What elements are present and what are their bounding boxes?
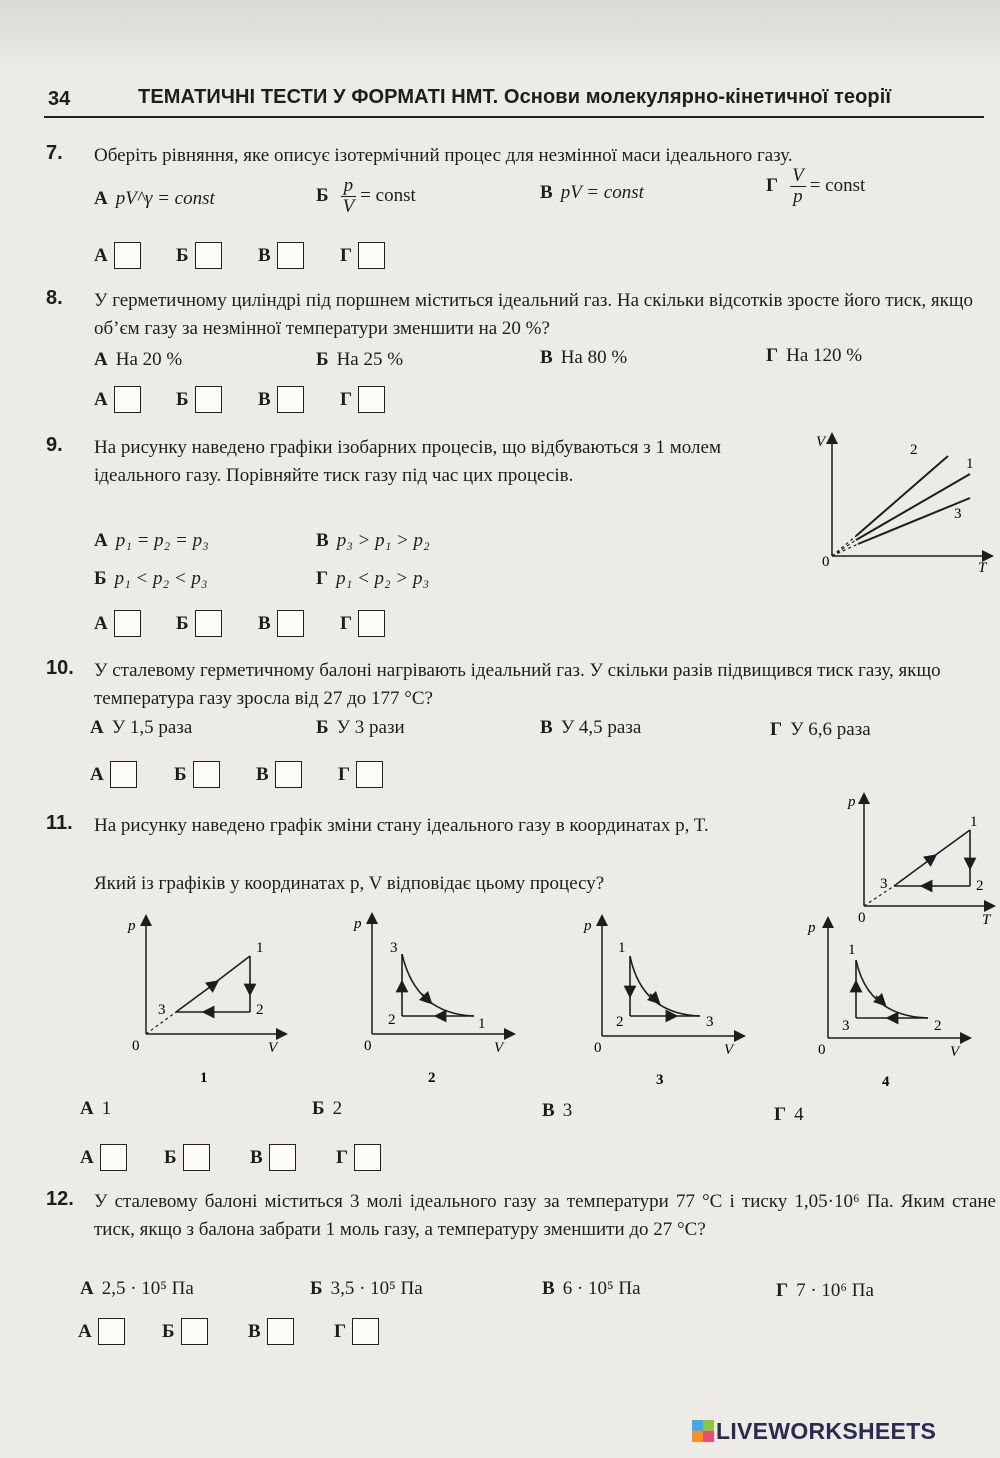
option-text: 6 · 10⁵ Па xyxy=(562,1278,641,1299)
option-text: 4 xyxy=(794,1104,804,1125)
question-text: У сталевому герметичному балоні нагрівають ідеальний газ. У скільки разів підвищився тиск газу, якщо температура газу зросла від 27 до 177 °С? xyxy=(94,660,941,709)
answer-c[interactable] xyxy=(258,610,304,637)
point-label: 3 xyxy=(842,1018,850,1034)
question-text: На рисунку наведено графік зміни стану ідеального газу в координатах p, T. xyxy=(94,815,709,836)
answer-checkbox[interactable] xyxy=(358,610,385,637)
graph-caption: 2 xyxy=(428,1070,436,1086)
answer-c[interactable] xyxy=(258,386,304,413)
option-b xyxy=(312,1098,342,1120)
answer-label: Б xyxy=(176,612,189,634)
option-text: 2,5 · 10⁵ Па xyxy=(101,1278,194,1299)
answer-a[interactable] xyxy=(90,761,137,788)
option-text: На 20 % xyxy=(115,349,183,370)
option-letter: В xyxy=(316,530,329,551)
option-text: У 1,5 раза xyxy=(111,717,193,738)
answer-label: Б xyxy=(174,763,187,785)
option-text: p₃ > p₁ > p₂ xyxy=(336,530,430,551)
option-letter: В xyxy=(542,1100,555,1121)
option-c xyxy=(542,1100,572,1122)
answer-checkbox[interactable] xyxy=(100,1144,127,1171)
option-letter: Г xyxy=(774,1104,787,1125)
pt-graph xyxy=(842,792,996,932)
answer-a[interactable] xyxy=(78,1318,125,1345)
answer-checkbox[interactable] xyxy=(354,1144,381,1171)
answer-checkbox[interactable] xyxy=(114,610,141,637)
axis-label-t: T xyxy=(982,912,991,928)
answer-checkbox[interactable] xyxy=(195,242,222,269)
answer-label: А xyxy=(94,388,108,410)
answer-d[interactable] xyxy=(338,761,383,788)
answer-checkbox[interactable] xyxy=(183,1144,210,1171)
option-text: = const xyxy=(360,184,416,206)
axis-label-t: T xyxy=(978,560,987,576)
answer-label: В xyxy=(250,1146,263,1168)
answer-a[interactable] xyxy=(80,1144,127,1171)
question-number: 9. xyxy=(46,434,63,456)
answer-row xyxy=(94,610,414,640)
fraction-numerator: V xyxy=(792,165,804,186)
liveworksheets-logo xyxy=(692,1414,992,1448)
answer-row xyxy=(80,1144,410,1174)
answer-checkbox[interactable] xyxy=(195,610,222,637)
option-d xyxy=(770,719,871,741)
answer-checkbox[interactable] xyxy=(269,1144,296,1171)
option-d xyxy=(766,166,865,207)
answer-checkbox[interactable] xyxy=(114,242,141,269)
pv-graph-2 xyxy=(346,910,526,1086)
question-8 xyxy=(44,287,1000,427)
point-label-3: 3 xyxy=(880,876,888,892)
answer-label: А xyxy=(94,244,108,266)
point-label: 2 xyxy=(388,1012,396,1028)
answer-label: Б xyxy=(176,244,189,266)
point-label: 1 xyxy=(618,940,626,956)
line-label-1: 1 xyxy=(966,456,974,472)
axis-label-p: p xyxy=(808,920,816,936)
option-letter: А xyxy=(94,349,108,370)
answer-b[interactable] xyxy=(176,242,222,269)
answer-b[interactable] xyxy=(174,761,220,788)
answer-checkbox[interactable] xyxy=(352,1318,379,1345)
answer-label: Г xyxy=(340,612,353,634)
answer-row xyxy=(78,1318,408,1348)
axis-label-v: V xyxy=(816,434,826,450)
line-label-2: 2 xyxy=(910,442,918,458)
answer-label: В xyxy=(258,244,271,266)
answer-label: В xyxy=(256,763,269,785)
point-label: 1 xyxy=(848,942,856,958)
answer-label: А xyxy=(90,763,104,785)
answer-d[interactable] xyxy=(340,610,385,637)
pv-graph-3 xyxy=(576,912,756,1088)
logo-square xyxy=(692,1420,703,1431)
option-c xyxy=(540,182,644,204)
axis-label-p: p xyxy=(584,918,592,934)
option-letter: А xyxy=(90,717,104,738)
answer-label: Б xyxy=(162,1320,175,1342)
option-a xyxy=(94,349,182,371)
option-text: На 25 % xyxy=(336,349,404,370)
origin-label: 0 xyxy=(364,1038,372,1054)
option-letter: Б xyxy=(312,1098,325,1119)
answer-d[interactable] xyxy=(336,1144,381,1171)
option-letter: Б xyxy=(94,568,107,589)
option-letter: Г xyxy=(316,568,329,589)
option-c xyxy=(540,717,641,739)
answer-label: В xyxy=(258,388,271,410)
option-letter: В xyxy=(540,717,553,738)
answer-checkbox[interactable] xyxy=(277,242,304,269)
axis-label-p: p xyxy=(848,794,856,810)
origin-label: 0 xyxy=(132,1038,140,1054)
option-text: p₁ < p₂ < p₃ xyxy=(114,568,208,589)
answer-checkbox[interactable] xyxy=(110,761,137,788)
answer-a[interactable] xyxy=(94,386,141,413)
option-letter: Г xyxy=(776,1280,789,1301)
option-b xyxy=(316,717,405,739)
answer-a[interactable] xyxy=(94,610,141,637)
axis-label-v: V xyxy=(268,1040,278,1056)
question-number: 10. xyxy=(46,657,74,679)
fraction-denominator: V xyxy=(342,196,355,217)
answer-label: Г xyxy=(340,244,353,266)
answer-label: А xyxy=(78,1320,92,1342)
graph-caption: 4 xyxy=(882,1074,890,1090)
answer-label: В xyxy=(258,612,271,634)
answer-label: Г xyxy=(336,1146,349,1168)
pv-graph-1 xyxy=(116,912,296,1088)
option-text: 3 xyxy=(562,1100,573,1121)
origin-label: 0 xyxy=(818,1042,826,1058)
option-letter: В xyxy=(540,182,553,203)
question-number: 7. xyxy=(46,142,63,164)
option-text: У 4,5 раза xyxy=(560,717,642,738)
fraction xyxy=(341,176,357,217)
point-label: 3 xyxy=(158,1002,166,1018)
question-number: 8. xyxy=(46,287,63,309)
option-d xyxy=(776,1280,874,1302)
point-label: 2 xyxy=(934,1018,942,1034)
answer-label: Б xyxy=(164,1146,177,1168)
answer-b[interactable] xyxy=(176,386,222,413)
option-text: = const xyxy=(809,174,866,196)
answer-d[interactable] xyxy=(334,1318,379,1345)
question-text: У сталевому балоні міститься 3 молі ідеального газу за температури 77 °С і тиску 1,05·10⁶ Па. Яким стане тиск, якщо з балона забрати 1 моль газу, а температуру зменшити до 27 °С? xyxy=(94,1191,996,1240)
logo-square xyxy=(692,1431,703,1442)
option-text: 3,5 · 10⁵ Па xyxy=(330,1278,423,1299)
answer-c[interactable] xyxy=(250,1144,296,1171)
header-divider xyxy=(44,116,984,118)
option-a xyxy=(94,188,215,210)
page-top-shadow xyxy=(0,0,1000,70)
option-a xyxy=(90,717,192,739)
page-title: ТЕМАТИЧНІ ТЕСТИ У ФОРМАТІ НМТ. Основи молекулярно-кінетичної теорії xyxy=(138,86,892,108)
answer-d[interactable] xyxy=(340,386,385,413)
answer-c[interactable] xyxy=(248,1318,294,1345)
option-letter: Г xyxy=(766,174,779,196)
answer-label: Г xyxy=(340,388,353,410)
option-a xyxy=(94,530,209,552)
axis-label-v: V xyxy=(724,1042,734,1058)
logo-square xyxy=(703,1431,714,1442)
option-letter: А xyxy=(94,530,108,551)
answer-checkbox[interactable] xyxy=(181,1318,208,1345)
option-letter: Б xyxy=(316,184,329,206)
answer-checkbox[interactable] xyxy=(193,761,220,788)
answer-label: А xyxy=(94,612,108,634)
answer-label: А xyxy=(80,1146,94,1168)
answer-checkbox[interactable] xyxy=(358,386,385,413)
point-label-2: 2 xyxy=(976,878,984,894)
option-a xyxy=(80,1278,194,1300)
point-label: 3 xyxy=(390,940,398,956)
option-b xyxy=(316,176,416,217)
fraction-denominator: p xyxy=(793,186,803,207)
answer-d[interactable] xyxy=(340,242,385,269)
graph-caption: 3 xyxy=(656,1072,664,1088)
axis-label-v: V xyxy=(950,1044,960,1060)
question-text-2: Який із графіків у координатах p, V відповідає цьому процесу? xyxy=(94,873,605,894)
answer-b[interactable] xyxy=(176,610,222,637)
option-a xyxy=(80,1098,111,1120)
question-text: На рисунку наведено графіки ізобарних процесів, що відбуваються з 1 молем ідеального газу. Порівняйте тиск газу під час цих процесів. xyxy=(94,437,721,486)
answer-checkbox[interactable] xyxy=(275,761,302,788)
option-letter: А xyxy=(94,188,108,209)
point-label: 3 xyxy=(706,1014,714,1030)
question-number: 11. xyxy=(46,812,73,834)
option-letter: Б xyxy=(316,349,329,370)
question-text: Оберіть рівняння, яке описує ізотермічний процес для незмінної маси ідеального газу. xyxy=(94,145,793,166)
fraction-numerator: p xyxy=(341,176,357,197)
option-c xyxy=(540,347,627,369)
answer-checkbox[interactable] xyxy=(358,242,385,269)
option-letter: Г xyxy=(766,345,779,366)
option-text: На 80 % xyxy=(560,347,628,368)
option-text: 1 xyxy=(101,1098,112,1119)
option-text: 7 · 10⁶ Па xyxy=(796,1280,874,1301)
answer-checkbox[interactable] xyxy=(267,1318,294,1345)
axis-label-p: p xyxy=(354,916,362,932)
answer-b[interactable] xyxy=(162,1318,208,1345)
answer-row xyxy=(94,386,414,416)
answer-row xyxy=(94,242,414,272)
answer-b[interactable] xyxy=(164,1144,210,1171)
answer-label: В xyxy=(248,1320,261,1342)
fraction xyxy=(790,166,806,207)
answer-label: Г xyxy=(338,763,351,785)
question-10 xyxy=(44,657,1000,797)
point-label-1: 1 xyxy=(970,814,978,830)
option-text: p₁ = p₂ = p₃ xyxy=(115,530,209,551)
option-d xyxy=(316,568,429,590)
option-text: 2 xyxy=(332,1098,343,1119)
answer-row xyxy=(90,761,410,791)
logo-icon xyxy=(692,1420,714,1442)
answer-checkbox[interactable] xyxy=(277,610,304,637)
point-label: 1 xyxy=(478,1016,486,1032)
logo-text: LIVEWORKSHEETS xyxy=(716,1417,937,1444)
origin-label: 0 xyxy=(858,910,866,926)
option-d xyxy=(766,345,862,367)
point-label: 2 xyxy=(256,1002,264,1018)
option-letter: Г xyxy=(770,719,783,740)
option-d xyxy=(774,1104,804,1126)
option-text: У 6,6 раза xyxy=(790,719,871,740)
pv-graph-4 xyxy=(804,914,984,1090)
answer-checkbox[interactable] xyxy=(195,386,222,413)
isobar-line-2 xyxy=(856,456,948,536)
answer-checkbox[interactable] xyxy=(98,1318,125,1345)
answer-c[interactable] xyxy=(256,761,302,788)
option-letter: В xyxy=(540,347,553,368)
line-label-3: 3 xyxy=(954,506,962,522)
point-label: 1 xyxy=(256,940,264,956)
answer-checkbox[interactable] xyxy=(356,761,383,788)
question-7 xyxy=(44,142,1000,282)
option-c xyxy=(316,530,430,552)
question-12 xyxy=(44,1188,1000,1358)
isobar-graph xyxy=(808,430,994,582)
option-letter: А xyxy=(80,1098,94,1119)
option-text: pV = const xyxy=(560,182,644,203)
answer-checkbox[interactable] xyxy=(277,386,304,413)
option-b xyxy=(316,349,403,371)
option-letter: А xyxy=(80,1278,94,1299)
axis-label-p: p xyxy=(128,918,136,934)
question-text: У герметичному циліндрі під поршнем міститься ідеальний газ. На скільки відсотків зросте його тиск, якщо об’єм газу за незмінної температури зменшити на 20 %? xyxy=(94,290,974,339)
option-letter: В xyxy=(542,1278,555,1299)
answer-a[interactable] xyxy=(94,242,141,269)
option-text: p₁ < p₂ > p₃ xyxy=(336,568,430,589)
answer-label: Г xyxy=(334,1320,347,1342)
answer-c[interactable] xyxy=(258,242,304,269)
option-text: У 3 рази xyxy=(336,717,405,738)
question-number: 12. xyxy=(46,1188,74,1210)
option-letter: Б xyxy=(316,717,329,738)
option-c xyxy=(542,1278,641,1300)
option-b xyxy=(94,568,208,590)
axis-label-v: V xyxy=(494,1040,504,1056)
page-number: 34 xyxy=(48,88,71,110)
option-text: На 120 % xyxy=(786,345,863,366)
isobar-line-1 xyxy=(856,474,970,540)
option-letter: Б xyxy=(310,1278,323,1299)
origin-label: 0 xyxy=(594,1040,602,1056)
answer-label: Б xyxy=(176,388,189,410)
point-label: 2 xyxy=(616,1014,624,1030)
page-header xyxy=(44,84,1000,118)
option-text: pV^γ = const xyxy=(115,188,215,209)
graph-caption: 1 xyxy=(200,1070,208,1086)
option-b xyxy=(310,1278,423,1300)
origin-label: 0 xyxy=(822,554,830,570)
logo-square xyxy=(703,1420,714,1431)
answer-checkbox[interactable] xyxy=(114,386,141,413)
